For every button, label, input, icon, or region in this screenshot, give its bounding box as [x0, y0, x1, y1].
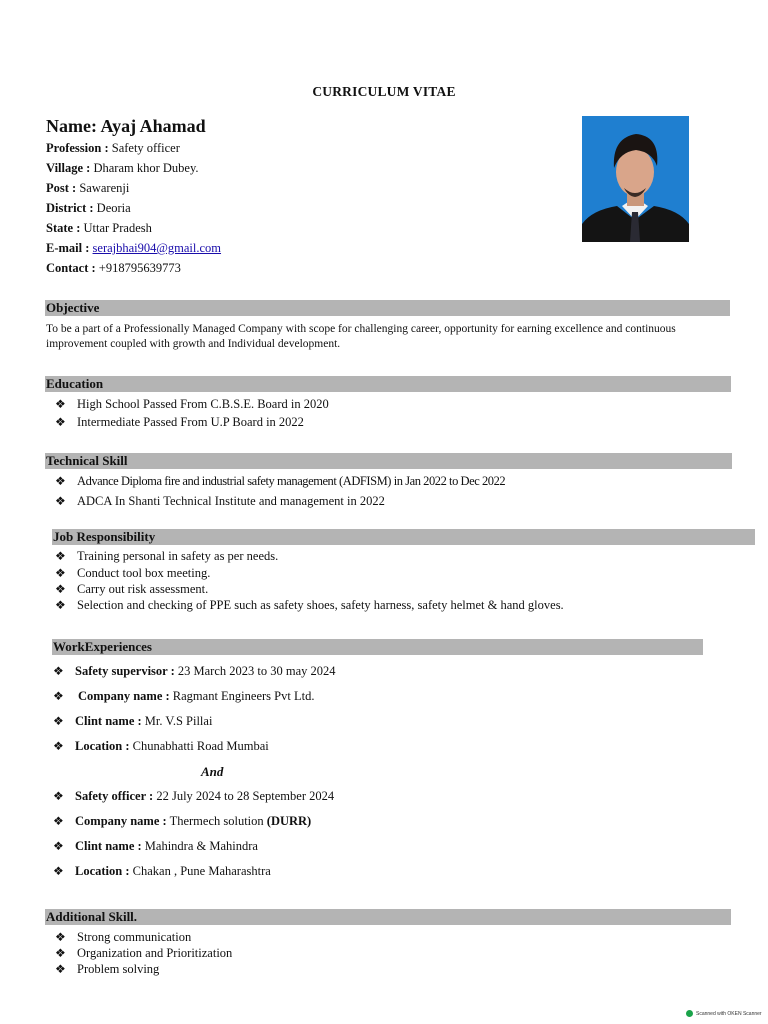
scanner-logo-icon — [686, 1010, 693, 1017]
profile-photo — [582, 116, 689, 242]
education-heading: Education — [45, 376, 731, 392]
additional-heading: Additional Skill. — [45, 909, 731, 925]
info-post: Post : Sawarenji — [46, 181, 130, 195]
work-heading: WorkExperiences — [52, 639, 703, 655]
info-district: District : Deoria — [46, 201, 131, 215]
name-label: Name: — [46, 116, 97, 136]
info-state: State : Uttar Pradesh — [46, 221, 152, 235]
technical-heading: Technical Skill — [45, 453, 732, 469]
objective-text: To be a part of a Professionally Managed Company with scope for challenging career, opportunity for earning excellence and continuous improvement coupled with growth and Individual development. — [46, 323, 676, 350]
info-email: E-mail : serajbhai904@gmail.com — [46, 241, 222, 255]
info-village: Village : Dharam khor Dubey. — [46, 161, 199, 175]
info-contact: Contact : +918795639773 — [46, 261, 181, 275]
document-title: CURRICULUM VITAE — [312, 84, 456, 99]
info-profession: Profession : Safety officer — [46, 141, 180, 155]
objective-heading: Objective — [45, 300, 730, 316]
scanner-watermark: Scanned with OKEN Scanner — [686, 1010, 762, 1017]
job-heading: Job Responsibility — [52, 529, 755, 545]
candidate-name — [46, 116, 206, 137]
email-link[interactable]: serajbhai904@gmail.com — [92, 241, 222, 255]
and-separator: And — [201, 764, 224, 779]
name-value: Ayaj Ahamad — [100, 116, 206, 136]
